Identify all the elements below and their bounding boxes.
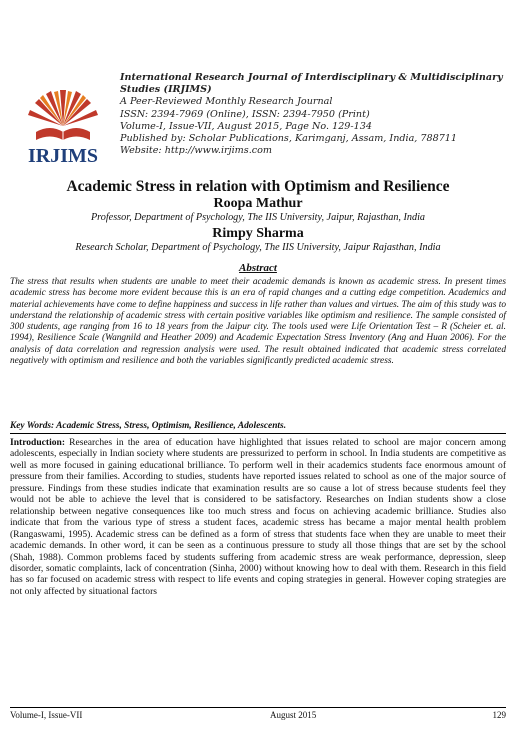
footer-divider: [10, 707, 506, 708]
journal-logo: [16, 70, 110, 170]
introduction-section: [10, 437, 506, 597]
journal-line: Published by: Scholar Publications, Karimganj, Assam, India, 788711: [120, 133, 458, 145]
abstract-text: The stress that results when students are unable to meet their academic demands is known as academic stress. In present times academic stress has become more evident because this is an era of rapid changes and a cutting edge competition. Academics and material achievements have come to define happiness and success in life rather than values and virtues. The aim of this study was to understand the relationship of academic stress with certain positive variables like optimism and resilience. The sample consisted of 300 students, age ranging from 16 to 18 years from the Jaipur city. The tools used were Life Orientation Test – R (Scheier et. al. 1994), Resilience Scale (Wangnild and Heather 2009) and Academic Expectation Stress Inventory (Ang and Huan 2006). For the analysis of data correlation and regression analysis were used. The result obtained indicated that academic stress correlated negatively with optimism and resilience and both the variables significantly predicted academic stress.: [10, 277, 506, 367]
author-affiliation: Professor, Department of Psychology, The IIS University, Jaipur, Rajasthan, India: [90, 212, 426, 223]
author-name: Roopa Mathur: [213, 196, 303, 211]
introduction-text: Researches in the area of education have highlighted that issues related to school are major concern among adolescents, especially in Indian society where students are pressurized to perform in school. In India students are competitive as well as more focused in gaining educational brilliance. To perform well in their academics students face enormous amount of pressure from their families. According to studies, students have reported issues related to school as one of the major source of pressure. Findings from these studies indicate that examination results are so cause a lot of stress because students feel they would not be able to achieve the level that is considered to be satisfactory. Researches on Indian students show a close relationship between negative consequences like too much stress and focus on achieving academic brilliance. Studies also indicate that from the various type of stress a student faces, academic stress has became a major mental health problem (Rangaswami, 1995). Academic stress can be defined as a form of stress that students face when they are unable to meet their academic demands. In other word, it can be seen as a continuous pressure to study all those things that are set by the school (Shah, 1988). Common problems faced by students suffering from academic stress are weak performance, depression, sleep disorder, somatic complaints, lack of concentration (Sinha, 2000) without knowing how to deal with them. Research in this field has so far focused on academic stress with respect to life events and coping strategies in general. However coping strategies are not only affected by situational factors: [10, 437, 506, 597]
abstract-heading: Abstract: [239, 262, 277, 274]
introduction-label: Introduction:: [10, 437, 65, 448]
section-divider: [10, 433, 506, 434]
page-footer: [10, 710, 506, 722]
journal-line: Volume-I, Issue-VII, August 2015, Page No. 129-134: [120, 120, 372, 132]
footer-page-number: 129: [492, 710, 506, 720]
journal-header: [10, 64, 506, 172]
keywords: Key Words: Academic Stress, Stress, Optimism, Resilience, Adolescents.: [10, 421, 287, 431]
footer-date: August 2015: [270, 710, 317, 720]
journal-name: International Research Journal of Interdisciplinary & Multidisciplinary Studies (IRJIMS): [120, 72, 503, 96]
journal-line: Website: http://www.irjims.com: [120, 145, 272, 157]
logo-wordmark: IRJIMS: [27, 145, 99, 167]
author-name: Rimpy Sharma: [212, 226, 304, 241]
footer-volume: Volume-I, Issue-VII: [10, 710, 83, 720]
journal-line: A Peer-Reviewed Monthly Research Journal: [120, 96, 333, 108]
journal-info: [120, 72, 505, 157]
journal-line: ISSN: 2394-7969 (Online), ISSN: 2394-7950 (Print): [120, 108, 370, 120]
paper-title: Academic Stress in relation with Optimism and Resilience: [66, 178, 450, 195]
author-affiliation: Research Scholar, Department of Psychology, The IIS University, Jaipur Rajasthan, India: [75, 242, 441, 253]
